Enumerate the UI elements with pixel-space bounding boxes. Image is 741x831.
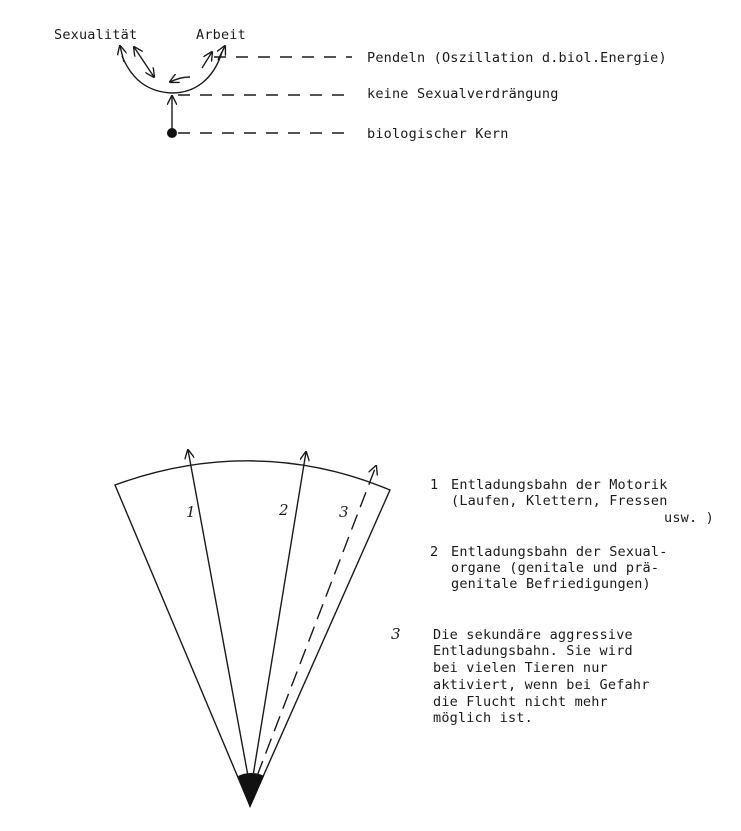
path-number-3: 3 <box>339 503 349 521</box>
legend-3-line-1: Die sekundäre aggressive <box>433 627 633 643</box>
discharge-path-1 <box>188 450 248 776</box>
annotation-biological-core: biologischer Kern <box>367 126 509 142</box>
path-number-1: 1 <box>186 503 196 521</box>
fan-apex-fill <box>238 773 264 808</box>
legend-number-3: 3 <box>391 625 401 643</box>
inner-right-arrow <box>202 52 212 68</box>
legend-2-line-2: organe (genitale und prä- <box>451 560 660 576</box>
discharge-path-3 <box>257 466 376 776</box>
label-arbeit: Arbeit <box>196 27 246 43</box>
biological-core-dot <box>167 128 177 138</box>
arrow-to-sexualitaet <box>120 46 124 62</box>
arrow-to-arbeit <box>218 46 225 60</box>
legend-2-line-3: genitale Befriedigungen) <box>451 576 651 592</box>
top-oscillation-diagram <box>120 46 352 138</box>
annotation-oscillation: Pendeln (Oszillation d.biol.Energie) <box>367 50 667 66</box>
legend-2-line-1: Entladungsbahn der Sexual- <box>451 544 668 560</box>
label-sexualitaet: Sexualität <box>54 27 138 43</box>
legend-1-line-3: usw. ) <box>664 510 714 526</box>
oscillation-bowl-arc <box>122 52 222 93</box>
inner-bottom-arrow <box>170 77 190 82</box>
inner-left-double-arrow <box>134 47 154 77</box>
legend-3-line-2: Entladungsbahn. Sie wird <box>433 643 633 659</box>
legend-3-line-5: die Flucht nicht mehr <box>433 694 608 710</box>
legend-3-line-6: möglich ist. <box>433 710 533 726</box>
fan-wedge-outline <box>115 461 390 806</box>
legend-number-1: 1 <box>430 477 439 493</box>
legend-1-line-2: (Laufen, Klettern, Fressen <box>451 493 668 509</box>
annotation-no-repression: keine Sexualverdrängung <box>367 86 559 102</box>
legend-3-line-3: bei vielen Tieren nur <box>433 660 608 676</box>
legend-number-2: 2 <box>430 544 439 560</box>
legend-3-line-4: aktiviert, wenn bei Gefahr <box>433 677 650 693</box>
legend-1-line-1: Entladungsbahn der Motorik <box>451 477 668 493</box>
path-number-2: 2 <box>279 501 289 519</box>
fan-discharge-diagram <box>115 450 390 808</box>
